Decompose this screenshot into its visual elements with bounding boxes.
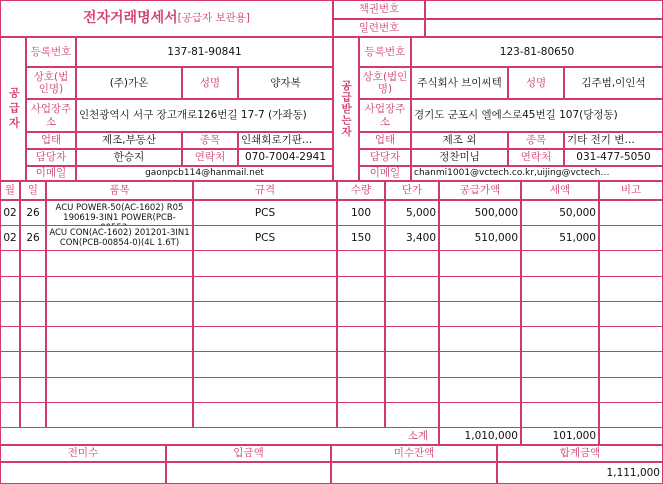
supplier-name: (주)가온 (76, 67, 182, 99)
header-unit-price: 단가 (385, 181, 439, 200)
empty-row-cell (337, 301, 385, 327)
row-2-spec: PCS (193, 225, 337, 251)
receiver-biz-item-text: 기타 전기 변… (567, 134, 635, 146)
empty-row-cell (337, 402, 385, 428)
empty-row-cell (439, 301, 521, 327)
subtotal-tax: 101,000 (521, 427, 599, 445)
empty-row-cell (599, 326, 663, 352)
document-title (0, 0, 333, 37)
supplier-contact-label: 연락처 (182, 149, 238, 166)
empty-row-cell (20, 351, 46, 377)
receiver-contact-label: 연락처 (508, 149, 564, 166)
supplier-reg-no: 137-81-90841 (76, 37, 333, 67)
empty-row-cell (46, 301, 193, 327)
empty-row-cell (193, 250, 337, 276)
row-1-item (46, 200, 193, 226)
supplier-email: gaonpcb114@hanmail.net (76, 166, 333, 181)
empty-row-cell (0, 351, 20, 377)
row-1-tax: 50,000 (521, 200, 599, 226)
receiver-side-label: 공급받는자 (333, 37, 359, 181)
empty-row-cell (599, 351, 663, 377)
unpaid-balance-value (331, 462, 497, 484)
supplier-name-label: 상호(법인명) (26, 67, 76, 99)
grand-total-label: 합계금액 (497, 445, 663, 462)
received-value (166, 462, 331, 484)
header-note: 비고 (599, 181, 663, 200)
supplier-biz-item-text: 인쇄회로기판… (241, 134, 313, 146)
empty-row-cell (521, 301, 599, 327)
receiver-biz-item (564, 132, 663, 149)
empty-row-cell (385, 250, 439, 276)
row-2-day: 26 (20, 225, 46, 251)
supplier-biz-item-label: 종목 (182, 132, 238, 149)
receiver-ceo-label: 성명 (508, 67, 564, 99)
book-no-label: 책권번호 (333, 0, 425, 19)
receiver-address: 경기도 군포시 엘에스로45번길 107(당정동) (411, 99, 663, 132)
receiver-email (411, 166, 663, 181)
unpaid-balance-label: 미수잔액 (331, 445, 497, 462)
empty-row-cell (46, 250, 193, 276)
empty-row-cell (599, 301, 663, 327)
receiver-email-label: 이메일 (359, 166, 411, 181)
empty-row-cell (385, 326, 439, 352)
empty-row-cell (193, 276, 337, 302)
empty-row-cell (521, 377, 599, 403)
empty-row-cell (599, 250, 663, 276)
empty-row-cell (20, 326, 46, 352)
supplier-contact: 070-7004-2941 (238, 149, 333, 166)
receiver-ceo: 김주범,이인석 (564, 67, 663, 99)
receiver-reg-no: 123-81-80650 (411, 37, 663, 67)
empty-row-cell (337, 326, 385, 352)
receiver-reg-no-label: 등록번호 (359, 37, 411, 67)
empty-row-cell (46, 276, 193, 302)
serial-no-value (425, 19, 663, 37)
empty-row-cell (193, 377, 337, 403)
title-text: 전자거래명세서 (82, 10, 178, 27)
empty-row-cell (0, 377, 20, 403)
receiver-manager: 정찬미님 (411, 149, 508, 166)
header-supply: 공급가액 (439, 181, 521, 200)
row-2-qty: 150 (337, 225, 385, 251)
row-2-month: 02 (0, 225, 20, 251)
supplier-biz-type: 제조,부동산 (76, 132, 182, 149)
header-tax: 세액 (521, 181, 599, 200)
row-1-note (599, 200, 663, 226)
empty-row-cell (599, 377, 663, 403)
empty-row-cell (385, 276, 439, 302)
header-day: 일 (20, 181, 46, 200)
empty-row-cell (193, 402, 337, 428)
serial-no-label: 일련번호 (333, 19, 425, 37)
empty-row-cell (46, 351, 193, 377)
grand-total-value: 1,111,000 (497, 462, 663, 484)
title-subtitle: [공급자 보관용] (177, 12, 251, 25)
row-2-supply: 510,000 (439, 225, 521, 251)
row-1-spec: PCS (193, 200, 337, 226)
row-1-month: 02 (0, 200, 20, 226)
supplier-reg-no-label: 등록번호 (26, 37, 76, 67)
supplier-biz-item (238, 132, 333, 149)
supplier-manager: 한승지 (76, 149, 182, 166)
row-2-unit-price: 3,400 (385, 225, 439, 251)
supplier-manager-label: 담당자 (26, 149, 76, 166)
empty-row-cell (193, 351, 337, 377)
row-1-qty: 100 (337, 200, 385, 226)
empty-row-cell (46, 326, 193, 352)
empty-row-cell (521, 326, 599, 352)
empty-row-cell (337, 377, 385, 403)
receiver-email-text: chanmi1001@vctech.co.kr,uijing@vctech… (414, 168, 610, 178)
empty-row-cell (0, 402, 20, 428)
row-1-unit-price: 5,000 (385, 200, 439, 226)
row-2-item-text: ACU CON(AC-1602) 201201-3IN1 CON(PCB-00854-0)(4L 1.6T) (49, 228, 190, 249)
receiver-biz-item-label: 종목 (508, 132, 564, 149)
empty-row-cell (385, 301, 439, 327)
supplier-biz-type-label: 업태 (26, 132, 76, 149)
empty-row-cell (337, 351, 385, 377)
subtotal-note (599, 427, 663, 445)
empty-row-cell (521, 351, 599, 377)
empty-row-cell (20, 276, 46, 302)
empty-row-cell (337, 276, 385, 302)
empty-row-cell (193, 326, 337, 352)
empty-row-cell (193, 301, 337, 327)
subtotal-label: 소계 (0, 427, 439, 445)
empty-row-cell (20, 250, 46, 276)
row-1-day: 26 (20, 200, 46, 226)
supplier-address: 인천광역시 서구 장고개로126번길 17-7 (가좌동) (76, 99, 333, 132)
empty-row-cell (385, 402, 439, 428)
header-qty: 수량 (337, 181, 385, 200)
prev-unpaid-label: 전미수 (0, 445, 166, 462)
received-label: 입금액 (166, 445, 331, 462)
empty-row-cell (521, 402, 599, 428)
supplier-address-label: 사업장주소 (26, 99, 76, 132)
empty-row-cell (521, 276, 599, 302)
empty-row-cell (439, 250, 521, 276)
receiver-name: 주식회사 브이씨텍 (411, 67, 508, 99)
receiver-name-label: 상호(법인명) (359, 67, 411, 99)
empty-row-cell (46, 402, 193, 428)
empty-row-cell (0, 326, 20, 352)
empty-row-cell (439, 326, 521, 352)
receiver-biz-type-label: 업태 (359, 132, 411, 149)
supplier-side-label: 공급자 (0, 37, 26, 181)
header-month: 월 (0, 181, 20, 200)
empty-row-cell (439, 402, 521, 428)
supplier-email-label: 이메일 (26, 166, 76, 181)
row-1-supply: 500,000 (439, 200, 521, 226)
empty-row-cell (0, 250, 20, 276)
empty-row-cell (46, 377, 193, 403)
row-2-tax: 51,000 (521, 225, 599, 251)
empty-row-cell (599, 402, 663, 428)
empty-row-cell (599, 276, 663, 302)
receiver-contact: 031-477-5050 (564, 149, 663, 166)
row-2-note (599, 225, 663, 251)
empty-row-cell (20, 377, 46, 403)
empty-row-cell (385, 351, 439, 377)
receiver-address-label: 사업장주소 (359, 99, 411, 132)
book-no-value (425, 0, 663, 19)
header-spec: 규격 (193, 181, 337, 200)
empty-row-cell (20, 301, 46, 327)
empty-row-cell (0, 276, 20, 302)
empty-row-cell (439, 351, 521, 377)
prev-unpaid-value (0, 462, 166, 484)
empty-row-cell (439, 276, 521, 302)
empty-row-cell (439, 377, 521, 403)
subtotal-supply: 1,010,000 (439, 427, 521, 445)
row-1-item-text: ACU POWER-50(AC-1602) R05 190619-3IN1 POWER(PCB- (55, 203, 184, 224)
header-item: 품목 (46, 181, 193, 200)
supplier-ceo: 양자복 (238, 67, 333, 99)
empty-row-cell (521, 250, 599, 276)
supplier-ceo-label: 성명 (182, 67, 238, 99)
empty-row-cell (337, 250, 385, 276)
receiver-manager-label: 담당자 (359, 149, 411, 166)
empty-row-cell (385, 377, 439, 403)
empty-row-cell (0, 301, 20, 327)
row-2-item (46, 225, 193, 251)
empty-row-cell (20, 402, 46, 428)
receiver-biz-type: 제조 외 (411, 132, 508, 149)
